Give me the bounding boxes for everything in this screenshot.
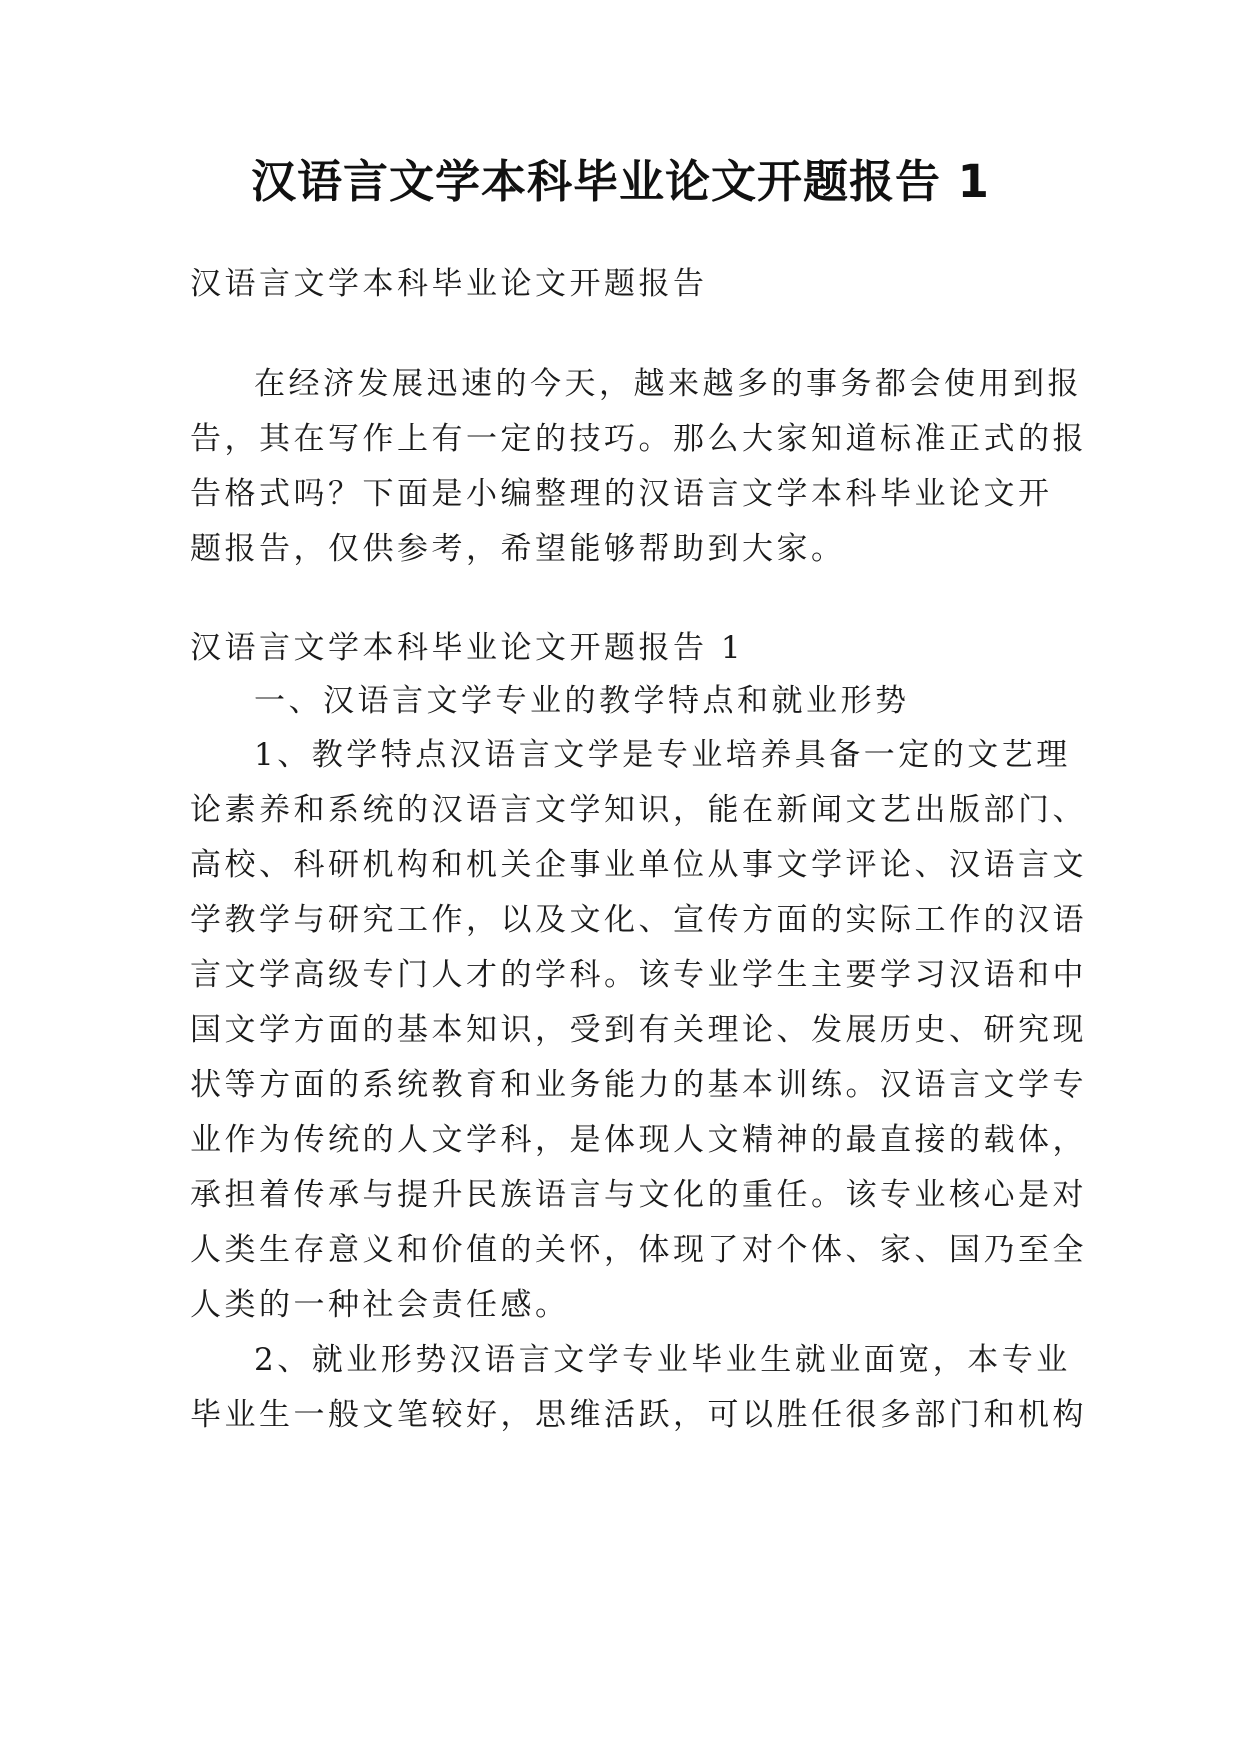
paragraph-line: 高校、科研机构和机关企事业单位从事文学评论、汉语言文: [190, 847, 1087, 883]
intro-line: 告格式吗？下面是小编整理的汉语言文学本科毕业论文开: [190, 476, 1053, 512]
paragraph-line: 学教学与研究工作，以及文化、宣传方面的实际工作的汉语: [190, 902, 1087, 938]
paragraph-line: 人类的一种社会责任感。: [190, 1287, 570, 1323]
paragraph-line: 人类生存意义和价值的关怀，体现了对个体、家、国乃至全: [190, 1232, 1087, 1268]
paragraph-line: 言文学高级专门人才的学科。该专业学生主要学习汉语和中: [190, 957, 1087, 993]
paragraph-line: 承担着传承与提升民族语言与文化的重任。该专业核心是对: [190, 1177, 1087, 1213]
paragraph-line: 2、就业形势汉语言文学专业毕业生就业面宽，本专业: [254, 1342, 1071, 1378]
paragraph-line: 国文学方面的基本知识，受到有关理论、发展历史、研究现: [190, 1012, 1087, 1048]
paragraph-line: 1、教学特点汉语言文学是专业培养具备一定的文艺理: [254, 737, 1071, 773]
paragraph-line: 毕业生一般文笔较好，思维活跃，可以胜任很多部门和机构: [190, 1397, 1087, 1433]
paragraph-line: 业作为传统的人文学科，是体现人文精神的最直接的载体，: [190, 1122, 1087, 1158]
intro-line: 题报告，仅供参考，希望能够帮助到大家。: [190, 531, 846, 567]
paragraph-line: 状等方面的系统教育和业务能力的基本训练。汉语言文学专: [190, 1067, 1087, 1103]
document-title: 汉语言文学本科毕业论文开题报告 1: [251, 155, 990, 208]
section-heading: 汉语言文学本科毕业论文开题报告 1: [190, 630, 745, 666]
part-heading: 一、汉语言文学专业的教学特点和就业形势: [254, 683, 910, 719]
document-subtitle: 汉语言文学本科毕业论文开题报告: [190, 266, 708, 302]
paragraph-line: 论素养和系统的汉语言文学知识，能在新闻文艺出版部门、: [190, 792, 1087, 828]
intro-line: 在经济发展迅速的今天，越来越多的事务都会使用到报: [254, 366, 1082, 402]
intro-line: 告，其在写作上有一定的技巧。那么大家知道标准正式的报: [190, 421, 1087, 457]
